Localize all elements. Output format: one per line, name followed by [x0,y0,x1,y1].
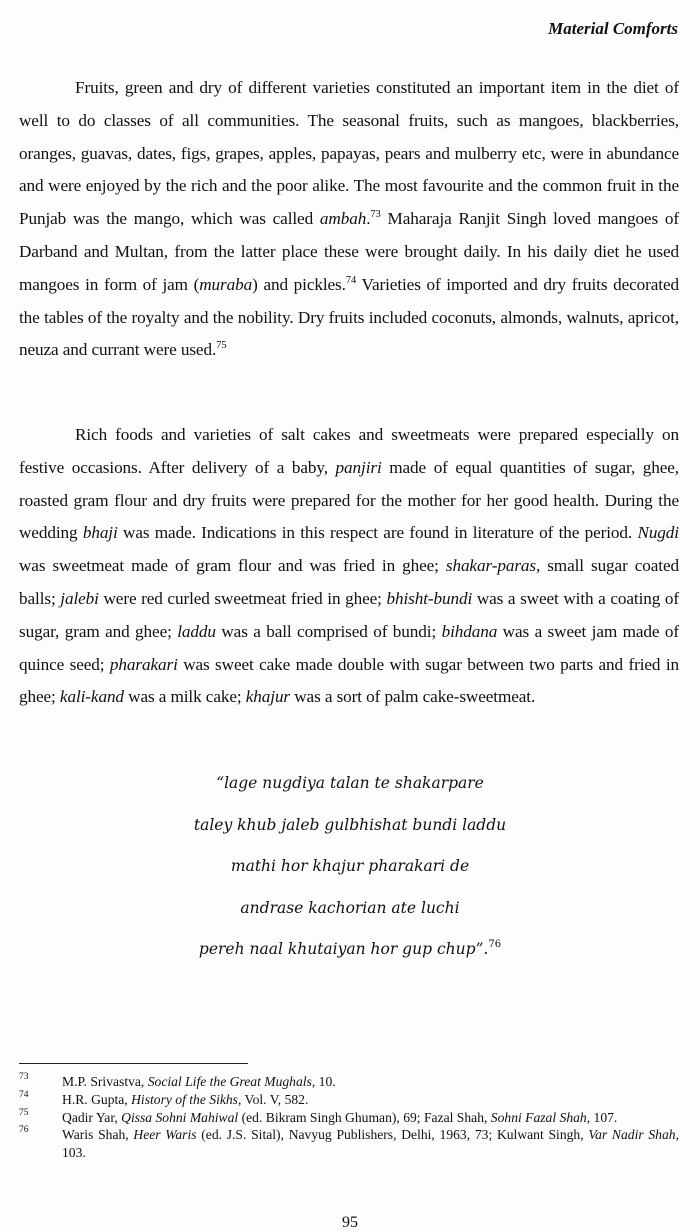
verse-line: “lage nugdiya talan te shakarpare [216,774,484,792]
text-run: was a sweet with a coating of sugar, gram and ghee; [19,588,680,641]
italic-term: panjiri [335,457,382,477]
text-run: , Vol. V, 582. [237,1091,309,1107]
text-run: , 10. [311,1074,336,1089]
italic-term: Var Nadir Shah [588,1127,676,1143]
text-run: was made. Indications in this respect are found in literature of the period. [117,523,638,543]
paragraph-text [19,72,679,367]
footnote-number: 76 [19,1125,29,1136]
text-run: were red curled sweetmeat fried in ghee; [98,588,387,608]
verse-line: andrase kachorian ate luchi [240,898,460,917]
text-run: , 103. [62,1127,679,1161]
text-run: Qadir Yar, [62,1109,122,1125]
text-run: H.R. Gupta, [62,1091,132,1107]
text-run: was a milk cake; [123,687,246,707]
italic-term: bihdana [441,621,498,641]
page-number: 95 [342,1214,358,1231]
text-run: made of equal quantities of sugar, ghee, roasted gram flour and dry fruits were prepared for the mother for her good health. During the wedding [19,457,679,543]
text-run: (ed. J.S. Sital), Navyug Publishers, Delhi, 1963, 73; Kulwant Singh, [196,1127,589,1143]
text-run: Waris Shah, [62,1127,134,1143]
verse-line: pereh naal khutaiyan hor gup chup”. [198,940,489,958]
verse-line: taley khub jaleb gulbhishat bundi laddu [193,815,507,834]
italic-term: bhaji [82,523,118,543]
verse-line-last [0,933,700,975]
verse-quotation [0,767,700,975]
footnote-ref[interactable]: 74 [345,274,357,286]
paragraph-fruits [19,72,679,367]
text-run: Rich foods and varieties of salt cakes and sweetmeats were prepared especially on festive occasions. After delivery of a baby, [19,425,679,477]
text-run: was sweet cake made double with sugar between two parts and fried in ghee; [19,654,679,707]
italic-term: shakar-paras [445,556,536,576]
footnote-73 [19,1073,679,1091]
footnote-74 [19,1091,679,1109]
text-run: (ed. Bikram Singh Ghuman), 69; Fazal Shah, [238,1109,491,1125]
text-run: Varieties of imported and dry fruits decorated the tables of the royalty and the nobility. Dry fruits included coconuts, almonds, walnuts, apricot, neuza and currant were used. [19,274,680,360]
paragraph-text [19,419,679,714]
verse-line: mathi hor khajur pharakari de [230,857,470,875]
footnotes [19,1073,679,1162]
text-run: ) and pickles. [252,274,346,294]
italic-term: History of the Sikhs [131,1091,238,1107]
footnote-ref[interactable]: 76 [488,939,502,950]
italic-term: Sohni Fazal Shah [490,1109,587,1125]
footnote-text [62,1073,679,1091]
italic-term: muraba [199,274,253,294]
footnote-text [62,1126,679,1162]
italic-term: Social Life the Great Mughals [147,1074,312,1089]
italic-term: ambah [319,209,367,229]
text-run: . [366,209,371,229]
footnote-ref[interactable]: 73 [370,209,381,221]
footnote-text [62,1091,679,1109]
italic-term: khajur [245,687,291,707]
text-run: was a sweet jam made of quince seed; [19,621,679,674]
text-run: Fruits, green and dry of different varieties constituted an important item in the diet of well to do classes of all communities. The seasonal fruits, such as mangoes, blackberries, oranges, guavas, dates, figs, grapes, apples, papayas, pears and mulberry etc, were in abundance and were enjoyed by the rich and the poor alike. The most favourite and the common fruit in the Punjab was the mango, which was called [19,78,679,229]
text-run: was a ball comprised of bundi; [215,621,442,641]
footnote-text [62,1109,679,1127]
text-run: , 107. [586,1109,618,1125]
footnote-number: 74 [19,1089,29,1100]
italic-term: bhisht-bundi [386,588,473,608]
text-run: was sweetmeat made of gram flour and was fried in ghee; [19,556,446,576]
running-header: Material Comforts [548,19,678,38]
italic-term: Heer Waris [133,1127,197,1143]
footnote-divider [19,1063,248,1064]
footnote-76 [19,1126,679,1162]
footnote-number: 73 [19,1072,29,1082]
text-run: was a sort of palm cake-sweetmeat. [290,687,536,707]
footnote-75 [19,1109,679,1127]
italic-term: jalebi [60,588,99,608]
italic-term: laddu [177,621,216,641]
italic-term: Qissa Sohni Mahiwal [121,1109,239,1125]
italic-term: kali-kand [59,687,124,707]
text-run: Maharaja Ranjit Singh loved mangoes of Darband and Multan, from the latter place these were brought daily. In his daily diet he used mangoes in form of jam ( [19,209,679,294]
footnote-ref[interactable]: 75 [216,340,227,352]
text-run: M.P. Srivastva, [62,1074,148,1089]
paragraph-sweetmeats [19,419,679,714]
text-run: , small sugar coated balls; [19,556,679,608]
italic-term: pharakari [109,654,178,674]
footnote-number: 75 [19,1107,29,1118]
italic-term: Nugdi [637,523,679,543]
